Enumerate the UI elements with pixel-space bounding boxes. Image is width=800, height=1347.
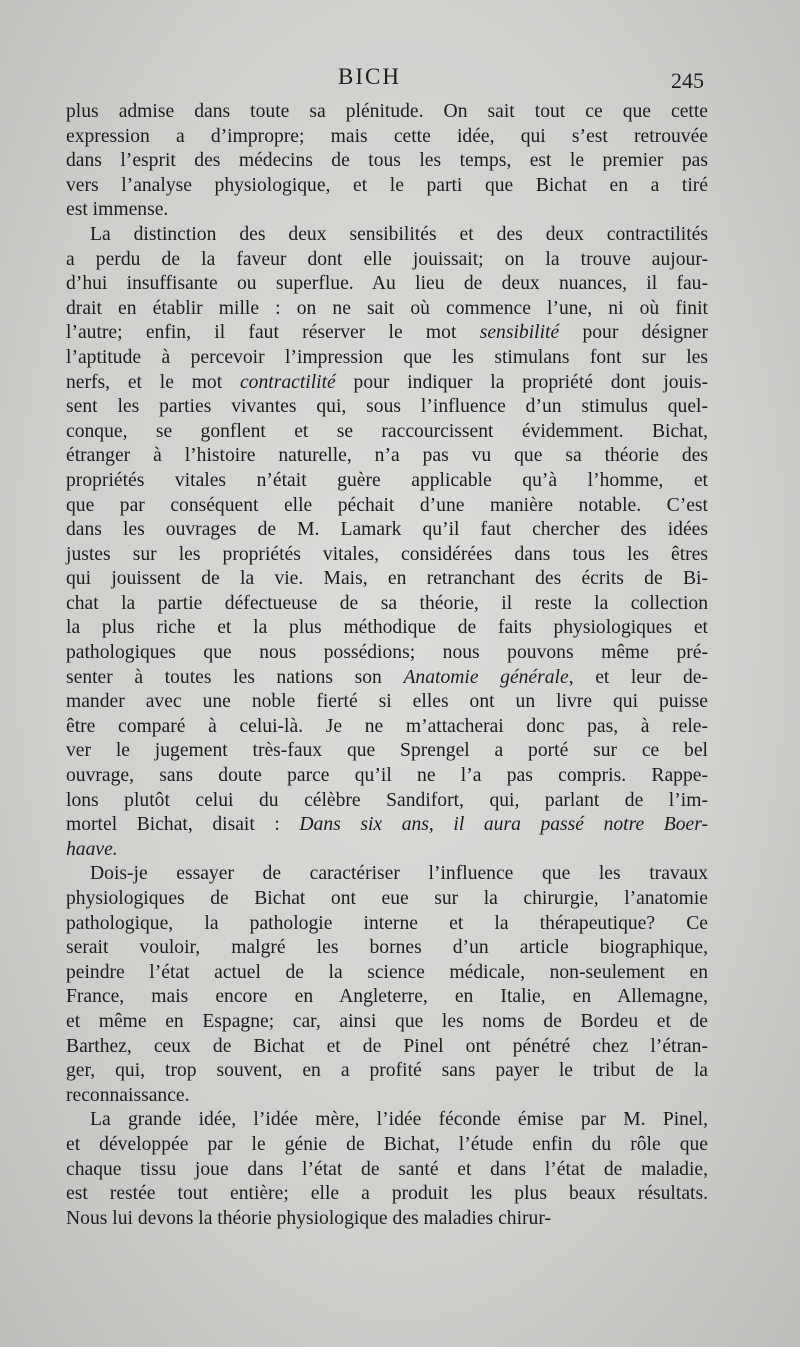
- text-line: Nous lui devons la théorie physiologique des maladies chirur-: [66, 1207, 551, 1229]
- text-line: plus admise dans toute sa plénitude. On sait tout ce que cette: [66, 101, 708, 122]
- italic-text: haave.: [66, 838, 118, 860]
- text-line: dans les ouvrages de M. Lamark qu’il faut chercher des idées: [66, 519, 708, 541]
- text-line: pathologique, la pathologie interne et la thérapeutique? Ce: [66, 912, 708, 934]
- text-line: l’aptitude à percevoir l’impression que les stimulans font sur les: [66, 346, 708, 368]
- text-line: qui jouissent de la vie. Mais, en retranchant des écrits de Bi-: [66, 568, 708, 590]
- body-text: [66, 100, 708, 1231]
- running-head: [0, 64, 800, 98]
- paragraph: [66, 1108, 708, 1231]
- text-line: drait en établir mille : on ne sait où commence l’une, ni où finit: [66, 297, 708, 319]
- text-line: La grande idée, l’idée mère, l’idée féconde émise par M. Pinel,: [90, 1109, 708, 1131]
- text-line: mortel Bichat, disait : Dans six ans, il aura passé notre Boer-: [66, 814, 708, 836]
- text-line: sent les parties vivantes qui, sous l’influence d’un stimulus quel-: [66, 396, 708, 418]
- text-line: la plus riche et la plus méthodique de faits physiologiques et: [66, 617, 708, 639]
- text-line: Barthez, ceux de Bichat et de Pinel ont pénétré chez l’étran-: [66, 1035, 708, 1057]
- italic-text: contractilité: [239, 371, 336, 393]
- text-line: [66, 838, 708, 863]
- paragraph: [66, 223, 708, 862]
- text-line: expression a d’impropre; mais cette idée, qui s’est retrouvée: [66, 125, 708, 147]
- text-line: mander avec une noble fierté si elles ont un livre qui puisse: [66, 691, 708, 713]
- text-line: être comparé à celui-là. Je ne m’attacherai donc pas, à rele-: [66, 715, 708, 737]
- text-line: et même en Espagne; car, ainsi que les noms de Bordeu et de: [66, 1010, 708, 1032]
- text-line: pathologiques que nous possédions; nous pouvons même pré-: [66, 642, 708, 664]
- text-line: chaque tissu joue dans l’état de santé et dans l’état de maladie,: [66, 1158, 708, 1180]
- paragraph: [66, 862, 708, 1108]
- text-line: nerfs, et le mot contractilité pour indiquer la propriété dont jouis-: [66, 371, 708, 393]
- text-line: physiologiques de Bichat ont eue sur la chirurgie, l’anatomie: [66, 888, 708, 909]
- text-line: ver le jugement très-faux que Sprengel a porté sur ce bel: [66, 740, 708, 762]
- text-line: lons plutôt celui du célèbre Sandifort, qui, parlant de l’im-: [66, 789, 708, 811]
- text-line: serait vouloir, malgré les bornes d’un article biographique,: [66, 937, 708, 959]
- text-line: La distinction des deux sensibilités et des deux contractilités: [90, 223, 708, 245]
- text-line: propriétés vitales n’était guère applicable qu’à l’homme, et: [66, 469, 708, 491]
- page-number: 245: [671, 68, 704, 93]
- text-line: conque, se gonflent et se raccourcissent évidemment. Bichat,: [66, 420, 708, 442]
- text-line: reconnaissance.: [66, 1084, 190, 1106]
- text-line: dans l’esprit des médecins de tous les temps, est le premier pas: [66, 150, 708, 172]
- text-line: l’autre; enfin, il faut réserver le mot sensibilité pour désigner: [66, 322, 709, 344]
- text-line: justes sur les propriétés vitales, considérées dans tous les êtres: [66, 543, 708, 565]
- text-line: est immense.: [66, 199, 169, 221]
- text-line: que par conséquent elle péchait d’une manière notable. C’est: [66, 494, 708, 516]
- text-line: a perdu de la faveur dont elle jouissait; on la trouve aujour-: [66, 248, 708, 270]
- text-line: chat la partie défectueuse de sa théorie, il reste la collection: [66, 592, 708, 614]
- running-head-title: BICH: [338, 64, 401, 89]
- text-line: et développée par le génie de Bichat, l’étude enfin du rôle que: [66, 1133, 708, 1155]
- paragraph: [66, 100, 708, 223]
- text-line: ger, qui, trop souvent, en a profité sans payer le tribut de la: [66, 1060, 708, 1082]
- text-line: senter à toutes les nations son Anatomie générale, et leur de-: [66, 666, 709, 688]
- text-line: vers l’analyse physiologique, et le parti que Bichat en a tiré: [66, 174, 708, 196]
- text-line: France, mais encore en Angleterre, en Italie, en Allemagne,: [66, 986, 708, 1008]
- italic-text: Dans six ans, il aura passé notre Boer-: [299, 814, 708, 836]
- text-line: est restée tout entière; elle a produit les plus beaux résultats.: [66, 1183, 708, 1205]
- italic-text: Anatomie générale: [403, 666, 569, 688]
- text-line: d’hui insuffisante ou superflue. Au lieu de deux nuances, il fau-: [66, 273, 708, 295]
- text-line: ouvrage, sans doute parce qu’il ne l’a pas compris. Rappe-: [66, 765, 708, 787]
- italic-text: sensibilité: [479, 322, 560, 344]
- text-line: peindre l’état actuel de la science médicale, non-seulement en: [66, 961, 708, 983]
- text-line: étranger à l’histoire naturelle, n’a pas vu que sa théorie des: [66, 445, 708, 467]
- text-line: Dois-je essayer de caractériser l’influence que les travaux: [90, 863, 708, 885]
